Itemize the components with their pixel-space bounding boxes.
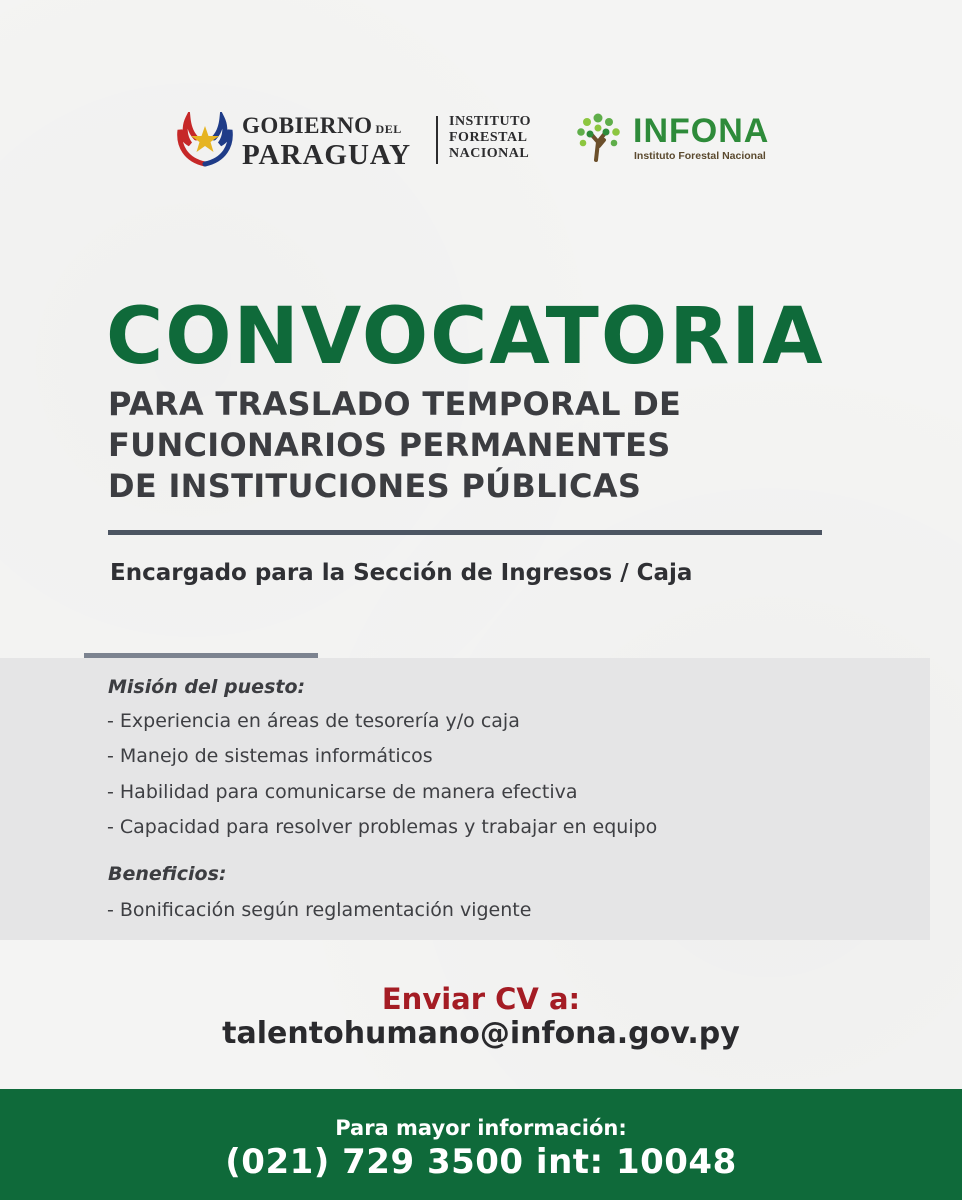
institute-line: INSTITUTO (449, 114, 532, 129)
subtitle-line: DE INSTITUCIONES PÚBLICAS (108, 467, 642, 505)
send-cv-label: Enviar CV a: (381, 982, 581, 1016)
gov-line2: PARAGUAY (242, 139, 412, 171)
subtitle-line: FUNCIONARIOS PERMANENTES (108, 426, 671, 464)
institute-line: NACIONAL (449, 146, 530, 161)
mission-item: - Manejo de sistemas informáticos (107, 745, 433, 767)
subtitle (108, 384, 681, 507)
infona-subtitle: Instituto Forestal Nacional (634, 150, 766, 162)
mission-item: - Habilidad para comunicarse de manera efectiva (107, 781, 578, 803)
mission-item: - Experiencia en áreas de tesorería y/o caja (107, 710, 520, 732)
benefits-heading: Beneficios: (108, 863, 227, 885)
infona-logo (576, 112, 796, 166)
tree-icon (576, 112, 622, 162)
footer-label: Para mayor información: (335, 1116, 627, 1140)
benefit-item: - Bonificación según reglamentación vigente (107, 899, 532, 921)
institute-line: FORESTAL (449, 130, 528, 145)
logo-divider (436, 116, 438, 164)
contact-email[interactable]: talentohumano@infona.gov.py (222, 1016, 740, 1051)
subtitle-line: PARA TRASLADO TEMPORAL DE (108, 385, 682, 423)
gov-line1: GOBIERNO (242, 113, 373, 138)
main-title: CONVOCATORIA (106, 292, 825, 382)
institute-text (449, 114, 531, 162)
gobierno-paraguay-logo (176, 110, 546, 170)
position-title: Encargado para la Sección de Ingresos / Caja (110, 560, 693, 586)
footer-phone[interactable]: (021) 729 3500 int: 10048 (225, 1142, 737, 1182)
gov-del: DEL (375, 122, 402, 136)
paraguay-seal-icon (176, 112, 234, 168)
box-accent-bar (84, 653, 318, 658)
mission-heading: Misión del puesto: (108, 676, 306, 698)
mission-item: - Capacidad para resolver problemas y trabajar en equipo (107, 816, 658, 838)
divider-rule (108, 530, 822, 535)
gobierno-text (242, 114, 411, 169)
infona-name: INFONA (633, 112, 770, 150)
